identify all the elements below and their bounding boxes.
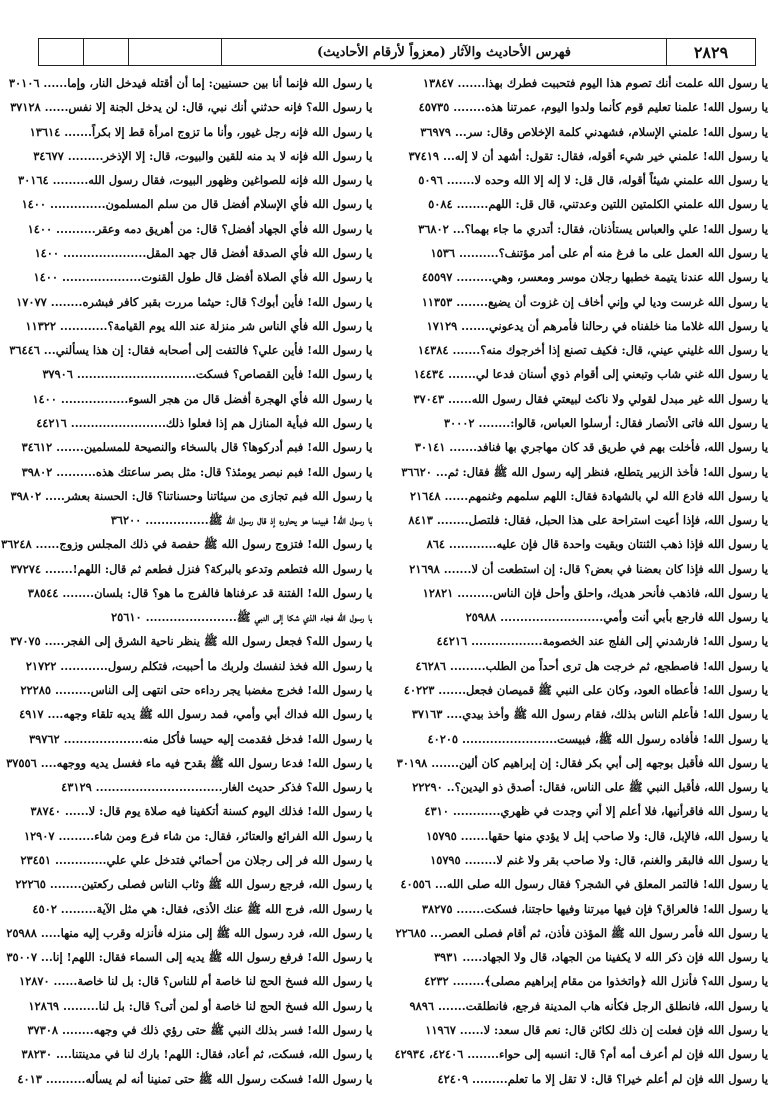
index-entry: يا رسول الله فإذا ذهب الثنتان وبقيت واحدة قال فإن عليه............ ٨٦٤: [426, 537, 768, 552]
index-entry: يا رسول الله فأمر رسول الله ﷺ المؤذن فأذن، ثم أقام فصلى العصر... ٢٢٦٨٥: [395, 925, 768, 940]
index-entry: يا رسول الله! فالعراق؟ فإن فيها ميرتنا وفيها حاجتنا، فسكت....... ٣٨٢٧٥: [421, 901, 768, 916]
page-header: [38, 38, 756, 66]
index-entry: يا رسول الله فإن لم أعلم خيرا؟ قال: لا تقل إلا ما تعلم......... ٤٢٤٠٩: [437, 1071, 768, 1086]
index-entry: يا رسول الله فأي الصلاة أفضل قال طول القنوت.................... ١٤٠٠: [33, 270, 373, 285]
index-entry: يا رسول الله؟ فذكر حديث الغار................................ ٤٣١٢٩: [61, 780, 373, 795]
index-entry: يا رسول الله! فالتمر المعلق في الشجر؟ فقال رسول الله صلى الله... ٤٠٥٥٦: [400, 877, 768, 892]
index-entry: يا رسول الله علمني الكلمتين اللتين وعدتني، قال قل: اللهم........ ٥٠٨٤: [428, 197, 768, 212]
index-entry: يا رسول الله، فرج الله ﷺ عنك الأذى، فقال: هي مثل الآية......... ٤٥٠٢: [32, 901, 373, 916]
index-entry: يا رسول الله علمني شيئاً أقوله، قال قل: لا إله إلا الله وحده لا....... ٥٠٩٦: [418, 173, 768, 188]
index-entry: يا رسول الله غليني عيني، قال: فكيف تصنع إذا أخرجوك منه؟....... ١٤٣٨٤: [417, 343, 768, 358]
right-column: [394, 70, 768, 1090]
index-entry: يا رسول الله فادع الله لي بالشهادة فقال: اللهم سلمهم وغنمهم...... ٢١٦٤٨: [409, 488, 768, 503]
index-entry: يا رسول الله فأي الإسلام أفضل قال من سلم المسلمون.............. ١٤٠٠: [21, 197, 373, 212]
index-entry: يا رسول الله! فأعطاه العود، وكان على النبي ﷺ قميصان فجعل....... ٤٠٢٢٣: [403, 683, 768, 698]
index-entry: يا رسول الله، فرجع رسول الله ﷺ وثاب الناس فصلى ركعتين........ ٢٢٢٦٥: [15, 877, 373, 892]
index-entry: يا رسول الله! فسر بذلك النبي ﷺ حتى رؤي ذلك في وجهه........ ٣٧٣٠٨: [27, 1022, 373, 1037]
index-entry: يا رسول الله فإنه لا بد منه للقين والبيوت، قال: إلا الإذخر......... ٣٤٦٧٧: [33, 148, 373, 163]
index-entry: يا رسول الله فسخ الحج لنا خاصة أم للناس؟ قال: بل لنا خاصة...... ١٢٨٧٠: [18, 974, 373, 989]
index-entry: يا رسول الله! علمني الإسلام، فشهدني كلمة الإخلاص وقال: سر... ٣٦٩٧٩: [420, 124, 768, 139]
index-entry: يا رسول الله! فتزوج رسول الله ﷺ حفصة في ذلك المجلس وزوج...... ٣٦٢٤٨: [1, 537, 373, 552]
index-entry: يا رسول الله، فأخلت بهم في طريق قد كان مهاجري بها فنافد....... ٣٠١٤١: [414, 440, 768, 455]
index-entry: يا رسول الله فأي الصدقة أفضل قال جهد المقل..................... ١٤٠٠: [34, 245, 373, 260]
index-entry: يا رسول الله فاتى الأنصار فقال: أرسلوا العباس، قالوا:........ ٣٠٠٠٢: [443, 415, 768, 430]
index-entry: يا رسول الله فارجع بأبي أنت وأمي.......................... ٢٥٩٨٨: [465, 610, 768, 625]
index-entry: يا رسول الله، فسكت، ثم أعاد، فقال: اللهم! بارك لنا في مدينتنا.... ٣٨٢٣٠: [21, 1047, 373, 1062]
header-empty-cell: [39, 39, 84, 65]
header-empty-cell: [84, 39, 129, 65]
index-entry: يا رسول الله، فأقبل النبي ﷺ على الناس، فقال: أصدق ذو اليدين؟.. ٢٢٢٩٠: [412, 780, 768, 795]
index-entry: يا رسول الله؟ فجعل رسول الله ﷺ ينظر ناحية الشرق إلى الفجر..... ٣٧٠٧٥: [10, 634, 373, 649]
index-entry: يا رسول الله! فخرج مغضبا يجر رداءه حتى انتهى إلى الناس......... ٢٢٢٨٥: [20, 683, 373, 698]
index-entry: يا رسول الله العمل على ما فرغ منه أم على أمر مؤتنف؟.......... ١٥٣٦: [430, 245, 768, 260]
index-entry: يا رسول الله فر إلى رجلان من أحمائي فتدخل علي علي............. ٢٣٤٥١: [20, 853, 373, 867]
index-entry: يا رسول الله! فأعلم الناس بذلك، فقام رسول الله ﷺ وأخذ بيدي.... ٣٧١٦٣: [411, 707, 768, 722]
index-entry: يا رسول الله غير مبدل لقولي ولا ناكث لبيعتي فقال رسول الله...... ٣٧٠٤٣: [413, 391, 768, 406]
index-entry: يا رسول الله! فدعا رسول الله ﷺ بقدح فيه ماء فغسل يديه ووجهه.... ٣٧٥٥٦: [6, 755, 373, 770]
index-entry: يا رسول الله، فإذا أعيت استراحة على هذا الحبل، فقال: فلتصل........ ٨٤١٣: [408, 513, 768, 528]
index-entry: يا رسول الله فبم تجازى من سيئاتنا وحسناتنا؟ قال: الحسنة بعشر..... ٣٩٨٠٢: [10, 488, 373, 503]
index-entry: يا رسول الله فإن ذكر الله لا يكفينا من الجهاد، قال ولا الجهاد..... ٣٩٣١: [433, 950, 768, 965]
index-entry: يا رسول الله! علمنا تعليم قوم كأنما ولدوا اليوم، عمرتنا هذه........ ٤٥٧٣٥: [418, 100, 768, 115]
index-entry: يا رسول الله؟ فأنزل الله ﴿واتخذوا من مقام إبراهيم مصلى﴾........ ٤٢٣٢: [424, 974, 768, 989]
index-entry: يا رسول الله! علمني خير شيء أقوله، فقال: تقول: أشهد أن لا إله... ٣٧٤١٩: [408, 148, 768, 163]
index-entry: يا رسول الله! فذلك اليوم كسنة أتكفينا فيه صلاة يوم قال: لا...... ٣٨٧٤٠: [30, 804, 373, 819]
index-entry: يا رسول الله! فأين علي؟ فالتفت إلى أصحابه فقال: إن هذا يسألني... ٣٦٤٤٦: [9, 343, 373, 358]
index-entry: يا رسول الله فداك أبي وأمي، فمد رسول الله ﷺ يديه تلقاء وجهه.... ٤٩١٧: [19, 707, 373, 722]
index-entry: يا رسول الله فأي الجهاد أفضل؟ قال: من أهريق دمه وعقر.......... ١٤٠٠: [27, 221, 373, 236]
index-entry: يا رسول الله فإن لم أعرف أمه أم؟ قال: انسبه إلى حواء........ ٤٢٤٠٦، ٤٢٩٣٤: [394, 1047, 768, 1062]
index-entry: يا رسول الله علمت أنك تصوم هذا اليوم فتحببت فطرك بهذا....... ١٣٨٤٧: [422, 76, 768, 90]
index-entry: يا رسول الله فخذ لنفسك ولربك ما أحببت، فتكلم رسول............ ٢١٧٢٢: [25, 658, 373, 673]
index-entry: يا رسول الله! الفتنة قد عرفناها فالفرج ما هو؟ قال: بلسان........ ٣٨٥٤٤: [27, 585, 373, 600]
index-entry: يا رسول الله فاقرأنيها، فلا أعلم إلا أني وجدت في ظهري............ ٤٣١٠: [424, 804, 768, 819]
index-entry: يا رسول الله فتطعم وتدعو بالبركة؟ فنزل فطعم ثم قال: اللهم!....... ٣٧٢٧٤: [10, 561, 373, 576]
index-entry: يا رسول الله! فأخذ الزبير يتطلع، فنظر إليه رسول الله ﷺ فقال: ثم... ٣٦٦٢٠: [401, 464, 768, 479]
index-entry: يا رسول الله، فاذهب فأنحر هديك، واحلق وأحل فإن الناس......... ١٢٨٢١: [422, 585, 768, 600]
index-columns: [1, 70, 768, 1090]
page-number: ٢٨٢٩: [693, 42, 729, 62]
index-entry: يا رسول الله فأقبل بوجهه إلى أبي بكر فقال: إن إبراهيم كان ألين....... ٣٠١٩٨: [396, 755, 768, 770]
index-entry: يا رسول الله؟ فإنه حدثني أنك نبي، قال: لن يدخل الجنة إلا نفس...... ٣٧١٢٨: [10, 100, 373, 115]
index-entry: يا رسول الله فإنما أنا بين حسنيين: إما أن أقتله فيدخل النار، وإما...... ٣٠١٠٦: [8, 76, 373, 90]
index-entry: يا رسول الله! علي والعباس يستأذنان، فقال: أتدري ما جاء بهما؟... ٣٦٨٠٢: [418, 221, 768, 236]
index-entry: يا رسول الله! فارشدني إلى الفلج عند الخصومة.................. ٤٤٢١٦: [436, 634, 768, 649]
index-entry: يا رسول الله فبأية المنازل هم إذا فعلوا ذلك........................ ٤٤٢١٦: [36, 415, 373, 430]
index-entry: يا رسول الله غني شاب وتبعني إلى أقوام ذوي أسنان فدعا لي....... ١٤٤٣٤: [413, 367, 768, 382]
index-entry: يا رسول الله! فاصطجع، ثم خرجت هل ترى أحداً من الطلب......... ٤٦٢٨٦: [415, 658, 768, 673]
index-entry: يا رسول الله فسخ الحج لنا خاصة أو لمن أتى؟ قال: بل لنا......... ١٢٨٦٩: [28, 998, 373, 1013]
index-entry: يا رسول الله! فبم أدركوها؟ قال بالسخاء والنصيحة للمسلمين....... ٣٤٦١٢: [21, 440, 373, 455]
index-entry: يا رسول الله! فدخل فقدمت إليه حيسا فأكل منه.................... ٣٩٧٦٢: [29, 731, 373, 746]
index-entry: يا رسول الله، فالإبل، قال: ولا صاحب إبل لا يؤدي منها حقها....... ١٥٧٩٥: [426, 828, 768, 843]
index-entry: يا رسول الله فأي الهجرة أفضل قال من هجر السوء................. ١٤٠٠: [32, 391, 373, 406]
index-entry: يا رسول الله فجاء الذي شكا إلى النبي ﷺ....................... ٢٥٦١٠: [111, 610, 373, 625]
index-entry: يا رسول الله، فانطلق الرجل فكأنه هاب المدينة فرجع، فانطلقت....... ٩٨٩٦: [409, 998, 768, 1013]
index-entry: يا رسول الله فأي الناس شر منزلة عند الله يوم القيامة؟............ ١١٣٢٢: [25, 318, 373, 333]
index-entry: يا رسول الله فالبقر والغنم، قال: ولا صاحب بقر ولا غنم لا........ ١٥٧٩٥: [430, 853, 768, 867]
header-title: فهرس الأحاديث والآثار (معزواً لأرقام الأحاديث): [222, 39, 667, 65]
index-entry: يا رسول الله فإنه رجل غيور، وأنا ما تزوج امرأة قط إلا بكراً....... ١٣٦١٤: [29, 124, 373, 139]
index-entry: يا رسول الله عندنا يتيمة خطبها رجلان موسر ومعسر، وهي......... ٤٥٥٩٧: [421, 270, 768, 285]
index-entry: يا رسول الله فإذا كان بعضنا في بعض؟ قال: إن استطعت أن لا....... ٢١٦٩٨: [409, 561, 768, 576]
index-entry: يا رسول الله الفرائع والعتائر، فقال: من شاء فرع ومن شاء......... ١٢٩٠٧: [23, 828, 373, 843]
left-column: [1, 70, 372, 1090]
index-entry: يا رسول الله! فأين أبوك؟ قال: حيثما مررت بقبر كافر فبشره........ ١٧٠٧٧: [16, 294, 373, 309]
index-entry: يا رسول الله! فأين القصاص؟ فسكت.............................. ٣٧٩٠٦: [42, 367, 373, 382]
header-empty-cell: [129, 39, 222, 65]
index-entry: يا رسول الله فإن فعلت إن ذلك لكائن قال: نعم قال سعد: لا...... ١١٩٦٧: [425, 1022, 768, 1037]
index-entry: يا رسول الله! فبم نبصر يومئذ؟ قال: مثل بصر ساعتك هذه.......... ٣٩٨٠٢: [21, 464, 373, 479]
index-entry: يا رسول الله! فبينما هو يحاوره إذ قال رسول الله ﷺ................ ٣٦٢٠٠: [110, 513, 373, 528]
index-entry: يا رسول الله فإنه للصواغين وظهور البيوت، فقال رسول الله......... ٣٠١٦٤: [18, 173, 373, 188]
index-entry: يا رسول الله غلاما منا خلفناه في رحالنا فأمرهم أن يدعوني....... ١٧١٢٩: [426, 318, 768, 333]
index-entry: يا رسول الله! فسكت رسول الله ﷺ حتى تمنينا أنه لم يسأله.......... ٤٠١٣: [17, 1071, 373, 1086]
index-entry: يا رسول الله غرست وديا لي وإني أخاف إن غزوت أن يضيع........ ١١٣٥٣: [421, 294, 768, 309]
index-entry: يا رسول الله! فأفاده رسول الله ﷺ، فبيست........................ ٤٠٢٠٥: [427, 731, 768, 746]
index-entry: يا رسول الله! فرفع رسول الله ﷺ يديه إلى السماء فقال: اللهم! إنا... ٣٥٠٠٧: [6, 950, 373, 965]
index-entry: يا رسول الله، فرد رسول الله ﷺ إلى منزله فأنزله وقرب إليه منها..... ٢٥٩٨٨: [6, 925, 373, 940]
